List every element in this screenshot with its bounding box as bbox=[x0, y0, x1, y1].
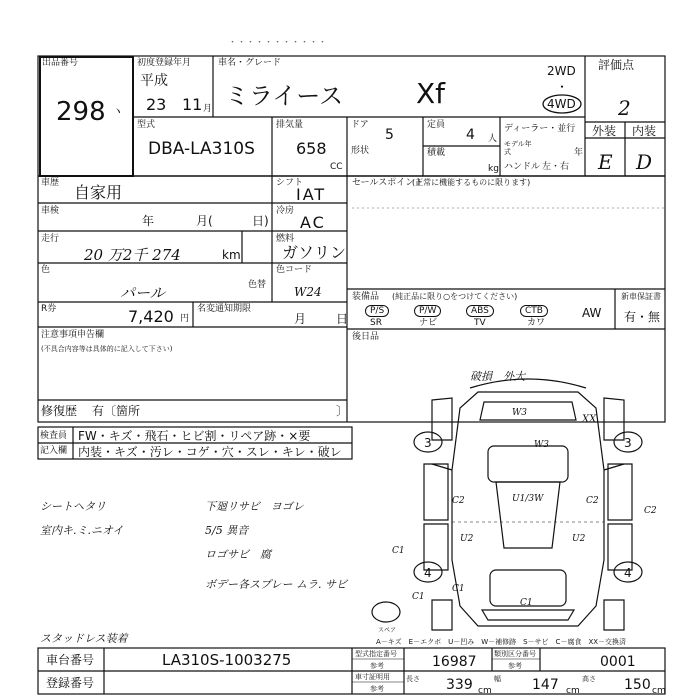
sr-label: SR bbox=[370, 318, 382, 328]
mark-w3b: W3 bbox=[534, 440, 549, 450]
repair-label: 修復歴 bbox=[41, 404, 78, 418]
aircon-label: 冷房 bbox=[276, 206, 295, 216]
length-value: 339 bbox=[446, 677, 473, 693]
inspection-year: 年 bbox=[142, 214, 155, 228]
car-name-label: 車名・グレード bbox=[218, 58, 282, 68]
model-value: DBA-LA310S bbox=[148, 139, 255, 159]
first-reg-label: 初度登録年月 bbox=[137, 58, 192, 68]
damage-legend: A－キズ E－エクボ U－凹み W－補修跡 S－サビ C－腐食 XX－交換済 bbox=[376, 638, 627, 646]
recycle-value: 7,420 bbox=[128, 307, 174, 326]
shift-value: IAT bbox=[296, 185, 327, 204]
inspection-day: 日) bbox=[252, 214, 269, 228]
lot-label: 出品番号 bbox=[42, 58, 79, 68]
displacement-label: 排気量 bbox=[276, 120, 304, 130]
shift-label: シフト bbox=[276, 178, 304, 188]
equipment-note: (純正品に限り○をつけてください) bbox=[392, 292, 518, 301]
dims-label: 車寸証明用 bbox=[355, 673, 390, 681]
mark-n3a: 3 bbox=[424, 436, 432, 450]
lot-number: 298 bbox=[56, 97, 106, 127]
load-label: 積載 bbox=[427, 148, 446, 158]
chassis-label: 車台番号 bbox=[46, 653, 95, 667]
leather-label: カワ bbox=[527, 318, 546, 328]
remarks-note: (不具合内容等は具体的に記入して下さい) bbox=[41, 345, 173, 353]
displacement-value: 658 bbox=[296, 139, 327, 158]
first-reg-era: 平成 bbox=[140, 73, 168, 89]
first-reg-month-unit: 月 bbox=[203, 104, 213, 114]
model-label: 型式 bbox=[137, 120, 156, 130]
car-name: ミライース bbox=[225, 82, 344, 110]
navi-label: ナビ bbox=[419, 318, 438, 328]
writer-label: 記入欄 bbox=[40, 446, 68, 456]
mark-c1b: C1 bbox=[452, 584, 465, 594]
mark-n4b: 4 bbox=[624, 566, 632, 580]
interior-value: D bbox=[636, 150, 653, 174]
capacity-label: 定員 bbox=[427, 120, 446, 130]
door-label: ドア bbox=[351, 120, 369, 130]
class-num-value: 0001 bbox=[600, 654, 636, 670]
inspection-month: 月( bbox=[196, 214, 213, 228]
writer-items: 内装・キズ・汚レ・コゲ・穴・スレ・キレ・破レ bbox=[78, 445, 342, 459]
mark-c2c: C2 bbox=[644, 506, 657, 516]
mark-c1d: C1 bbox=[520, 598, 533, 608]
height-unit: cm bbox=[652, 686, 666, 696]
mark-xx: XX bbox=[582, 414, 597, 425]
selling-points-note: (正常に機能するものに限ります) bbox=[412, 178, 531, 187]
mark-n4a: 4 bbox=[424, 566, 432, 580]
warranty-value: 有・無 bbox=[624, 310, 661, 324]
mark-w3a: W3 bbox=[512, 408, 527, 418]
note-line-5: ロゴサビ 腐 bbox=[205, 548, 271, 561]
mark-u2a: U2 bbox=[460, 534, 474, 544]
history-value: 自家用 bbox=[74, 183, 123, 202]
note-line-3: 下廻リサビ ヨゴレ bbox=[205, 500, 304, 513]
inspection-label: 車検 bbox=[41, 206, 60, 216]
mark-c2b: C2 bbox=[586, 496, 599, 506]
type-spec-value: 16987 bbox=[432, 654, 477, 670]
remarks-label: 注意事項申告欄 bbox=[41, 330, 105, 340]
note-line-2: 室内キ.ミ.ニオイ bbox=[40, 524, 124, 537]
handle-value: 左・右 bbox=[542, 162, 570, 172]
inspector-label: 検査員 bbox=[40, 431, 68, 441]
height-label: 高さ bbox=[582, 675, 596, 683]
aircon-value: AC bbox=[300, 213, 326, 232]
note-line-7: スタッドレス装着 bbox=[40, 632, 128, 645]
note-line-4: 5/5 異音 bbox=[205, 524, 249, 537]
mark-c1c: C1 bbox=[412, 592, 425, 602]
displacement-unit: CC bbox=[330, 162, 343, 172]
grade-value: 2 bbox=[618, 96, 631, 120]
abs-icon: ABS bbox=[466, 305, 494, 317]
repair-close: 〕 bbox=[336, 404, 349, 418]
dims-ref: 参考 bbox=[370, 685, 384, 693]
history-label: 車歴 bbox=[41, 178, 60, 188]
pw-icon: P/W bbox=[414, 305, 441, 317]
back-day-label: 後日品 bbox=[352, 332, 380, 342]
form-title: ・・・・・・・・・・・ bbox=[228, 38, 328, 48]
width-label: 幅 bbox=[494, 675, 501, 683]
mark-c1a: C1 bbox=[392, 546, 405, 556]
interior-label: 内装 bbox=[632, 124, 657, 138]
equipment-label: 装備品 bbox=[352, 292, 380, 302]
chassis-value: LA310S-1003275 bbox=[162, 651, 292, 669]
warranty-label: 新車保証書 bbox=[621, 292, 661, 301]
color-code-label: 色コード bbox=[276, 265, 313, 275]
grade-label: 評価点 bbox=[598, 58, 635, 72]
ctb-icon: CTB bbox=[520, 305, 548, 317]
first-reg-year: 23 bbox=[146, 95, 167, 114]
model-year-unit: 年 bbox=[574, 148, 584, 158]
type-spec-ref: 参考 bbox=[370, 662, 384, 670]
door-value: 5 bbox=[385, 127, 394, 143]
fuel-value: ガソリン bbox=[282, 243, 347, 262]
drive-dot: ・ bbox=[556, 80, 569, 94]
exterior-label: 外装 bbox=[592, 124, 617, 138]
note-line-1: シートヘタリ bbox=[40, 500, 106, 513]
drive-2wd: 2WD bbox=[547, 64, 576, 78]
mark-n3b: 3 bbox=[624, 436, 632, 450]
mileage-label: 走行 bbox=[41, 234, 60, 244]
class-num-label: 類別区分番号 bbox=[494, 650, 536, 658]
repair-value: 有〔箇所 bbox=[92, 404, 141, 418]
spare-label: スペア bbox=[378, 627, 397, 634]
dealer-label: ディーラー・並行 bbox=[504, 124, 576, 134]
ps-icon: P/S bbox=[365, 305, 389, 317]
lot-suffix: ヽ bbox=[112, 104, 125, 118]
tv-label: TV bbox=[474, 318, 486, 328]
notice-label: 名変通知期限 bbox=[197, 304, 252, 314]
length-label: 長さ bbox=[406, 675, 420, 683]
load-unit: kg bbox=[488, 164, 499, 174]
length-unit: cm bbox=[478, 686, 492, 696]
mark-u1: U1/3W bbox=[512, 494, 544, 504]
capacity-value: 4 bbox=[466, 127, 475, 143]
notice-month: 月 bbox=[294, 312, 307, 326]
mark-top: 破損 外大 bbox=[470, 370, 525, 383]
shape-label: 形状 bbox=[351, 146, 370, 156]
class-num-ref: 参考 bbox=[508, 662, 522, 670]
selling-points-label: セールスポイント bbox=[352, 178, 424, 188]
handle-label: ハンドル bbox=[504, 162, 541, 172]
inspector-items: FW・キズ・飛石・ヒビ割・リペア跡・×要 bbox=[78, 429, 311, 443]
color-label: 色 bbox=[41, 265, 51, 275]
recycle-label: R券 bbox=[41, 304, 57, 314]
type-spec-label: 型式指定番号 bbox=[355, 650, 397, 658]
width-unit: cm bbox=[566, 686, 580, 696]
recycle-unit: 円 bbox=[180, 314, 190, 324]
first-reg-month: 11 bbox=[182, 95, 203, 114]
registration-label: 登録番号 bbox=[46, 676, 95, 690]
mileage-unit: km bbox=[222, 248, 241, 262]
color-code-value: W24 bbox=[294, 285, 322, 299]
note-line-6: ボデー各スプレー ムラ. サビ bbox=[205, 578, 348, 591]
height-value: 150 bbox=[624, 677, 651, 693]
mark-c2a: C2 bbox=[452, 496, 465, 506]
car-grade: Xf bbox=[416, 77, 446, 110]
color-value: パール bbox=[120, 284, 165, 302]
notice-day: 日 bbox=[336, 312, 349, 326]
fuel-label: 燃料 bbox=[276, 234, 295, 244]
model-year-label: モデル年式 bbox=[504, 140, 532, 156]
width-value: 147 bbox=[532, 677, 559, 693]
mark-u2b: U2 bbox=[572, 534, 586, 544]
aw-label: AW bbox=[582, 306, 602, 320]
exterior-value: E bbox=[598, 150, 613, 174]
mileage-value: 20 万2千 274 bbox=[84, 246, 181, 264]
drive-4wd: 4WD bbox=[547, 97, 576, 111]
capacity-unit: 人 bbox=[488, 134, 498, 144]
color-change-label: 色替 bbox=[248, 280, 267, 290]
